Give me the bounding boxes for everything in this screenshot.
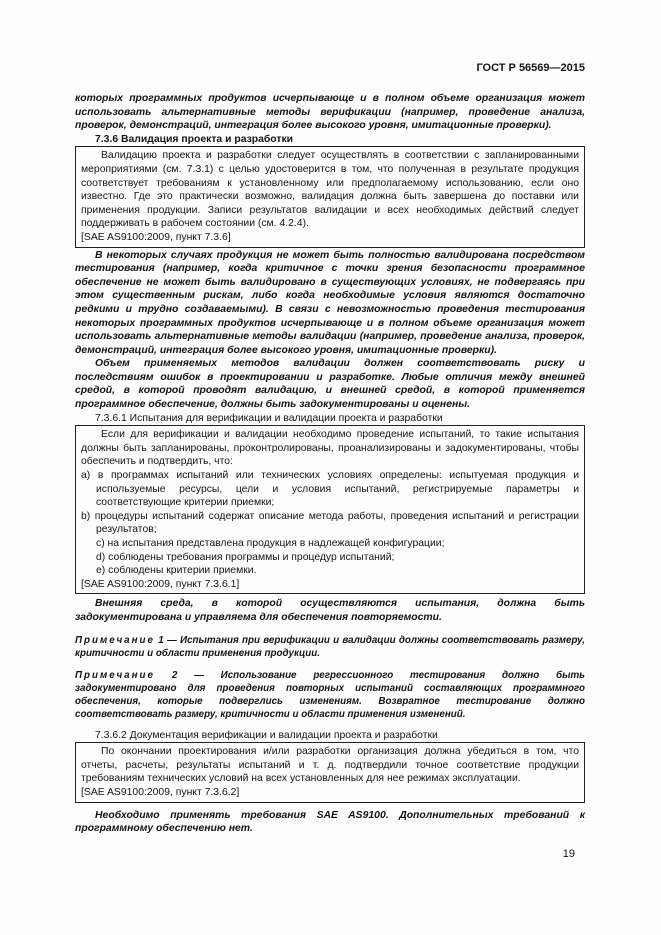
quoted-requirement-box-7-3-6-1: [75, 425, 585, 594]
note-label: Примечание: [75, 634, 155, 646]
box-reference: [SAE AS9100:2009, пункт 7.3.6.2]: [81, 786, 240, 798]
box-reference: [81, 231, 579, 245]
section-heading-7-3-6-2: 7.3.6.2 Документация верификации и валидации проекта и разработки: [95, 729, 438, 741]
note-2: [75, 669, 585, 721]
section-heading-7-3-6: 7.3.6 Валидация проекта и разработки: [95, 133, 294, 145]
page-number: 19: [562, 848, 575, 860]
paragraph-validation-scope: Объем применяемых методов валидации должен соответствовать риску и последствиям ошибок в проектировании и разработке. Любые отличия между внешней средой, в которой проводят валидацию, и внешней средой, в которой применяется программное обеспечение, должны быть задокументированы и оценены.: [75, 358, 585, 411]
box-text: По окончании проектирования и/или разработки организация должна убедиться в том, что отчеты, расчеты, результаты испытаний и т. д. подтвердили точное соответствие продукции требованиям технических условий на всех установленных для нее режимах эксплуатации.: [81, 746, 579, 785]
note-text: 1 — Испытания при верификации и валидации должны соответствовать размеру, критичности и области применения продукции.: [75, 634, 585, 659]
box-intro: Если для верификации и валидации необходимо проведение испытаний, то такие испытания должны быть запланированы, проконтролированы, проанализированы и задокументированы, чтобы обеспечить и подтвердить, что:: [81, 429, 579, 468]
quoted-requirement-box-7-3-6: [75, 146, 585, 247]
list-item-b: b) процедуры испытаний содержат описание метода работы, проведения испытаний и регистрации результатов;: [81, 510, 579, 536]
paragraph-verification-continued: которых программных продуктов исчерпывающе и в полном объеме организация может использовать альтернативные методы верификации (например, проведение анализа, проверок, демонстраций, интеграция более высокого уровня, имитационные проверки).: [75, 93, 585, 132]
list-item-e: e) соблюдены критерии приемки.: [96, 565, 257, 577]
note-text: 2 — Использование регрессионного тестирования должно быть задокументировано для проведения повторных испытаний составляющих программного обеспечения, которые подверглись изменениям. Возвратное тестирование должно соответствовать размеру, критичности и области применения изменений.: [75, 669, 586, 720]
reference-text: [SAE AS9100:2009, пункт 7.3.6]: [81, 231, 231, 243]
box-reference: [SAE AS9100:2009, пункт 7.3.6.1]: [81, 578, 240, 590]
page-content: [75, 92, 585, 836]
list-item-c: c) на испытания представлена продукция в надлежащей конфигурации;: [96, 538, 445, 549]
list-item-a: a) в программах испытаний или технических условиях определены: испытуемая продукция и используемые ресурсы, цели и условия испытаний, регистрируемые параметры и соответствующие критерии приемки;: [81, 470, 579, 509]
document-header: ГОСТ Р 56569—2015: [476, 62, 585, 74]
paragraph-test-environment: Внешняя среда, в которой осуществляются испытания, должна быть задокументирована и управляема для обеспечения повторяемости.: [75, 598, 585, 623]
quoted-requirement-box-7-3-6-2: [75, 742, 585, 802]
note-1: [75, 634, 585, 660]
paragraph-sae-requirements: Необходимо применять требования SAE AS9100. Дополнительных требований к программному обеспечению нет.: [75, 809, 585, 835]
list-item-d: d) соблюдены требования программы и процедур испытаний;: [96, 551, 395, 563]
paragraph-validation-limits: В некоторых случаях продукция не может быть полностью валидирована посредством тестирования (например, когда критичное с точки зрения безопасности программное обеспечение не может быть валидировано в существующих условиях, не подвергаясь при этом существенным рискам, либо когда необходимые условия являются достаточно редкими и трудно создаваемыми). В связи с невозможностью проведения тестирования некоторых программных продуктов исчерпывающе и в полном объеме организация может использовать альтернативные методы валидации (например, проведение анализа, проверок, демонстраций, интеграция более высокого уровня, имитационные проверки).: [75, 249, 585, 356]
section-heading-7-3-6-1: 7.3.6.1 Испытания для верификации и валидации проекта и разработки: [95, 412, 443, 424]
note-label: Примечание: [75, 669, 155, 681]
box-text: Валидацию проекта и разработки следует осуществлять в соответствии с запланированными мероприятиями (см. 7.3.1) с целью удостоверится в том, что полученная в результате продукция соответствует требованиям к установленному или предполагаемому использованию, если оно известно. Где это практически возможно, валидация должна быть завершена до поставки или применения продукции. Записи результатов валидации и всех необходимых действий следует поддерживать в рабочем состоянии (см. 4.2.4).: [81, 150, 579, 230]
